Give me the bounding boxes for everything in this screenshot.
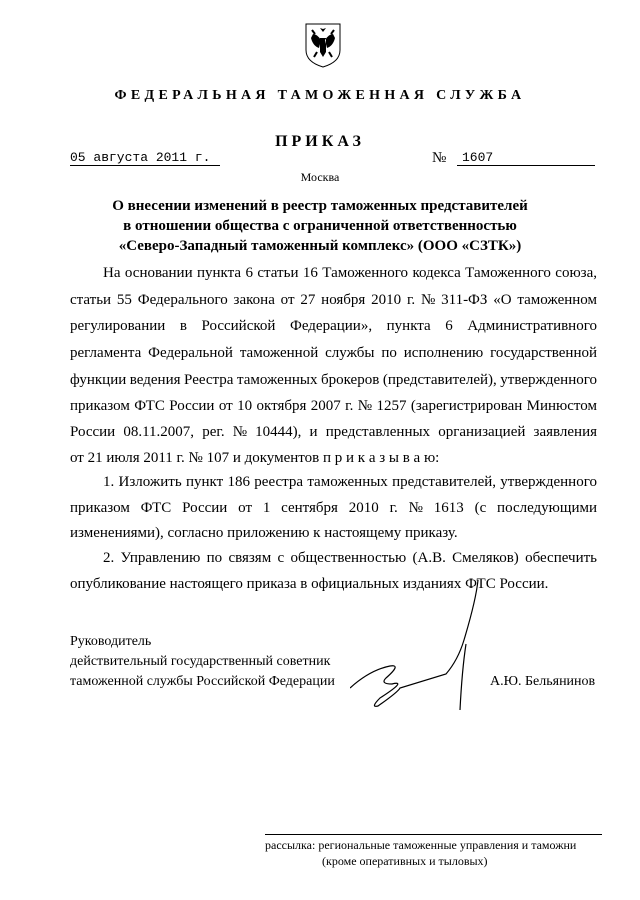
distribution-note: (кроме оперативных и тыловых) bbox=[322, 854, 488, 868]
body-line: от 21 июля 2011 г. № 107 и документов п р и к а з ы в а ю: bbox=[70, 450, 440, 466]
handwritten-signature bbox=[350, 560, 500, 710]
order-number: 1607 bbox=[457, 150, 595, 166]
body-line: России 08.11.2007, рег. № 10444), и представленных организацией заявления bbox=[70, 424, 597, 440]
body-line: изменениями), согласно приложению к настоящему приказу. bbox=[70, 525, 458, 541]
signatory-name: А.Ю. Бельянинов bbox=[490, 674, 596, 689]
order-title bbox=[0, 196, 640, 256]
body-line: приказом ФТС России от 1 сентября 2010 г. № 1613 (с последующими bbox=[70, 500, 597, 516]
body-line: статьи 55 Федерального закона от 27 ноября 2010 г. № 311-ФЗ «О таможенном bbox=[70, 292, 597, 308]
body-line: функции ведения Реестра таможенных брокеров (представителей), утвержденного bbox=[70, 372, 597, 388]
body-line: регламента Федеральной таможенной службы по исполнению государственной bbox=[70, 345, 597, 361]
document-type: ПРИКАЗ bbox=[275, 133, 365, 150]
signatory-title bbox=[70, 634, 335, 694]
distribution-divider bbox=[265, 834, 602, 835]
coat-of-arms-emblem bbox=[303, 22, 343, 68]
distribution-list: рассылка: региональные таможенные управления и таможни bbox=[265, 838, 577, 852]
body-line: опубликование настоящего приказа в официальных изданиях ФТС России. bbox=[70, 576, 549, 592]
signatory-line: таможенной службы Российской Федерации bbox=[70, 674, 335, 689]
title-line: в отношении общества с ограниченной ответственностью bbox=[123, 218, 517, 234]
agency-name: ФЕДЕРАЛЬНАЯ ТАМОЖЕННАЯ СЛУЖБА bbox=[114, 88, 526, 103]
body-line: регулировании в Российской Федерации», пункта 6 Административного bbox=[70, 318, 597, 334]
title-line: О внесении изменений в реестр таможенных представителей bbox=[112, 198, 528, 214]
signatory-line: действительный государственный советник bbox=[70, 654, 331, 669]
signatory-line: Руководитель bbox=[70, 634, 152, 649]
order-number-label: № bbox=[432, 150, 447, 166]
body-line: На основании пункта 6 статьи 16 Таможенного кодекса Таможенного союза, bbox=[103, 265, 597, 281]
order-date: 05 августа 2011 г. bbox=[70, 150, 220, 166]
city: Москва bbox=[300, 170, 340, 184]
body-line: 1. Изложить пункт 186 реестра таможенных представителей, утвержденного bbox=[103, 474, 597, 490]
body-line: приказом ФТС России от 10 октября 2007 г. № 1257 (зарегистрирован Минюстом bbox=[70, 398, 597, 414]
body-line: 2. Управлению по связям с общественностью (А.В. Смеляков) обеспечить bbox=[103, 550, 597, 566]
title-line: «Северо-Западный таможенный комплекс» (ООО «СЗТК») bbox=[118, 238, 522, 254]
